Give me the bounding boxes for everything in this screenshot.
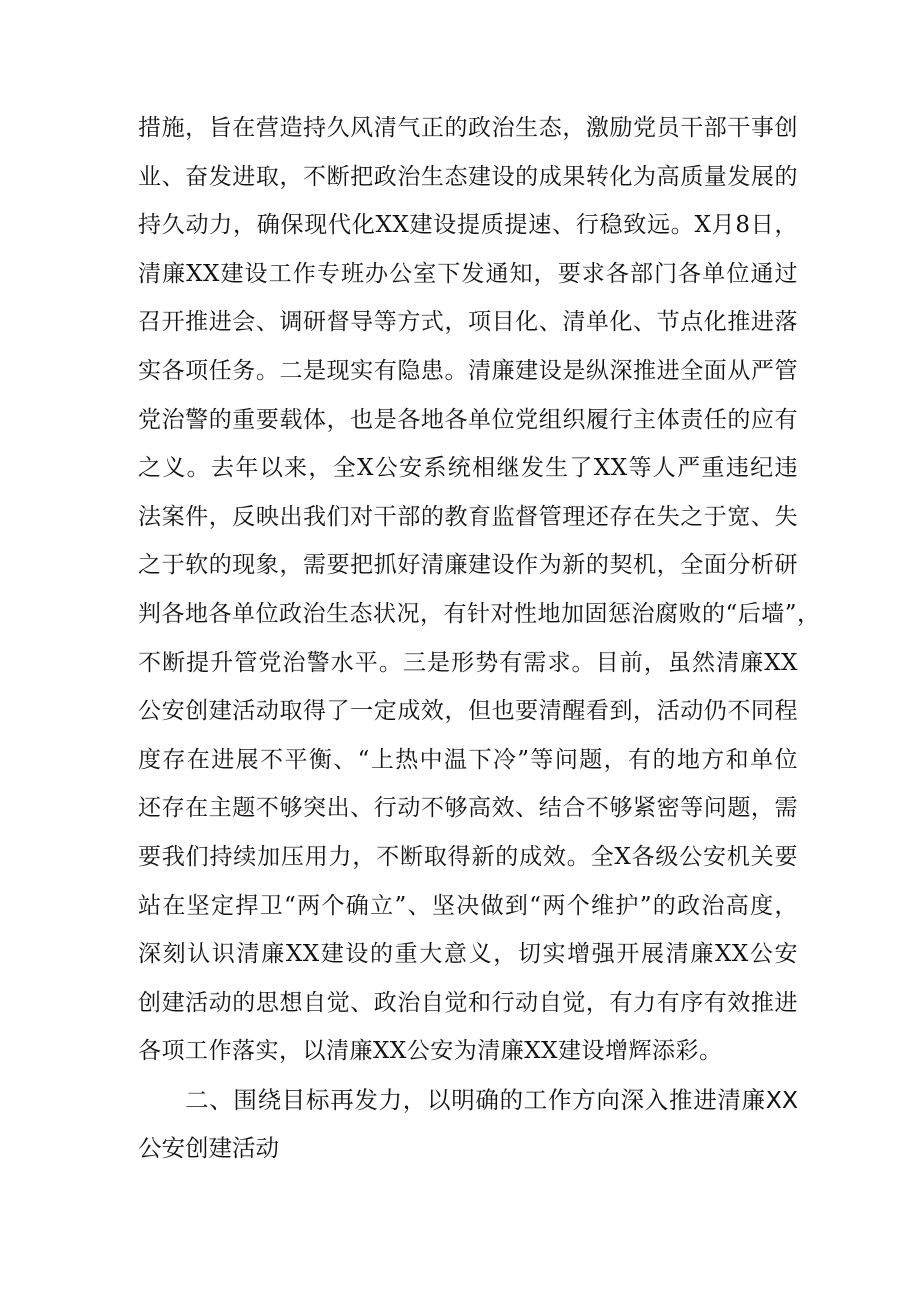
body-paragraph	[138, 104, 821, 1076]
paragraph-line: 各项工作落实，以清廉XX公安为清廉XX建设增辉添彩。	[138, 1038, 723, 1065]
paragraph-line: 创建活动的思想自觉、政治自觉和行动自觉，有力有序有效推进	[138, 989, 798, 1016]
section-heading	[138, 1076, 798, 1172]
paragraph-line: 站在坚定捍卫“两个确立”、坚决做到“两个维护”的政治高度，	[138, 892, 798, 919]
paragraph-line: 召开推进会、调研督导等方式，项目化、清单化、节点化推进落	[138, 309, 798, 336]
paragraph-line: 业、奋发进取，不断把政治生态建设的成果转化为高质量发展的	[138, 163, 798, 190]
paragraph-line: 党治警的重要载体，也是各地各单位党组织履行主体责任的应有	[138, 406, 798, 433]
section-heading-line: 公安创建活动	[138, 1134, 279, 1162]
paragraph-line: 还存在主题不够突出、行动不够高效、结合不够紧密等问题，需	[138, 795, 798, 822]
paragraph-line: 判各地各单位政治生态状况，有针对性地加固惩治腐败的“后墙”，	[138, 600, 821, 627]
paragraph-line: 实各项任务。二是现实有隐患。清廉建设是纵深推进全面从严管	[138, 357, 798, 384]
paragraph-line: 要我们持续加压用力，不断取得新的成效。全X各级公安机关要	[138, 843, 798, 870]
paragraph-line: 法案件，反映出我们对干部的教育监督管理还存在失之于宽、失	[138, 503, 798, 530]
paragraph-line: 清廉XX建设工作专班办公室下发通知，要求各部门各单位通过	[138, 260, 798, 287]
section-heading-line: 二、围绕目标再发力，以明确的工作方向深入推进清廉XX	[185, 1086, 798, 1114]
paragraph-line: 不断提升管党治警水平。三是形势有需求。目前，虽然清廉XX	[138, 649, 798, 676]
paragraph-line: 之于软的现象，需要把抓好清廉建设作为新的契机，全面分析研	[138, 552, 798, 579]
paragraph-line: 措施，旨在营造持久风清气正的政治生态，激励党员干部干事创	[138, 115, 798, 141]
paragraph-line: 之义。去年以来，全X公安系统相继发生了XX等人严重违纪违	[138, 455, 798, 482]
paragraph-line: 度存在进展不平衡、“上热中温下冷”等问题，有的地方和单位	[138, 746, 798, 773]
paragraph-line: 持久动力，确保现代化XX建设提质提速、行稳致远。X月8日，	[138, 212, 798, 239]
paragraph-line: 深刻认识清廉XX建设的重大意义，切实增强开展清廉XX公安	[138, 941, 798, 968]
paragraph-line: 公安创建活动取得了一定成效，但也要清醒看到，活动仍不同程	[138, 698, 798, 725]
